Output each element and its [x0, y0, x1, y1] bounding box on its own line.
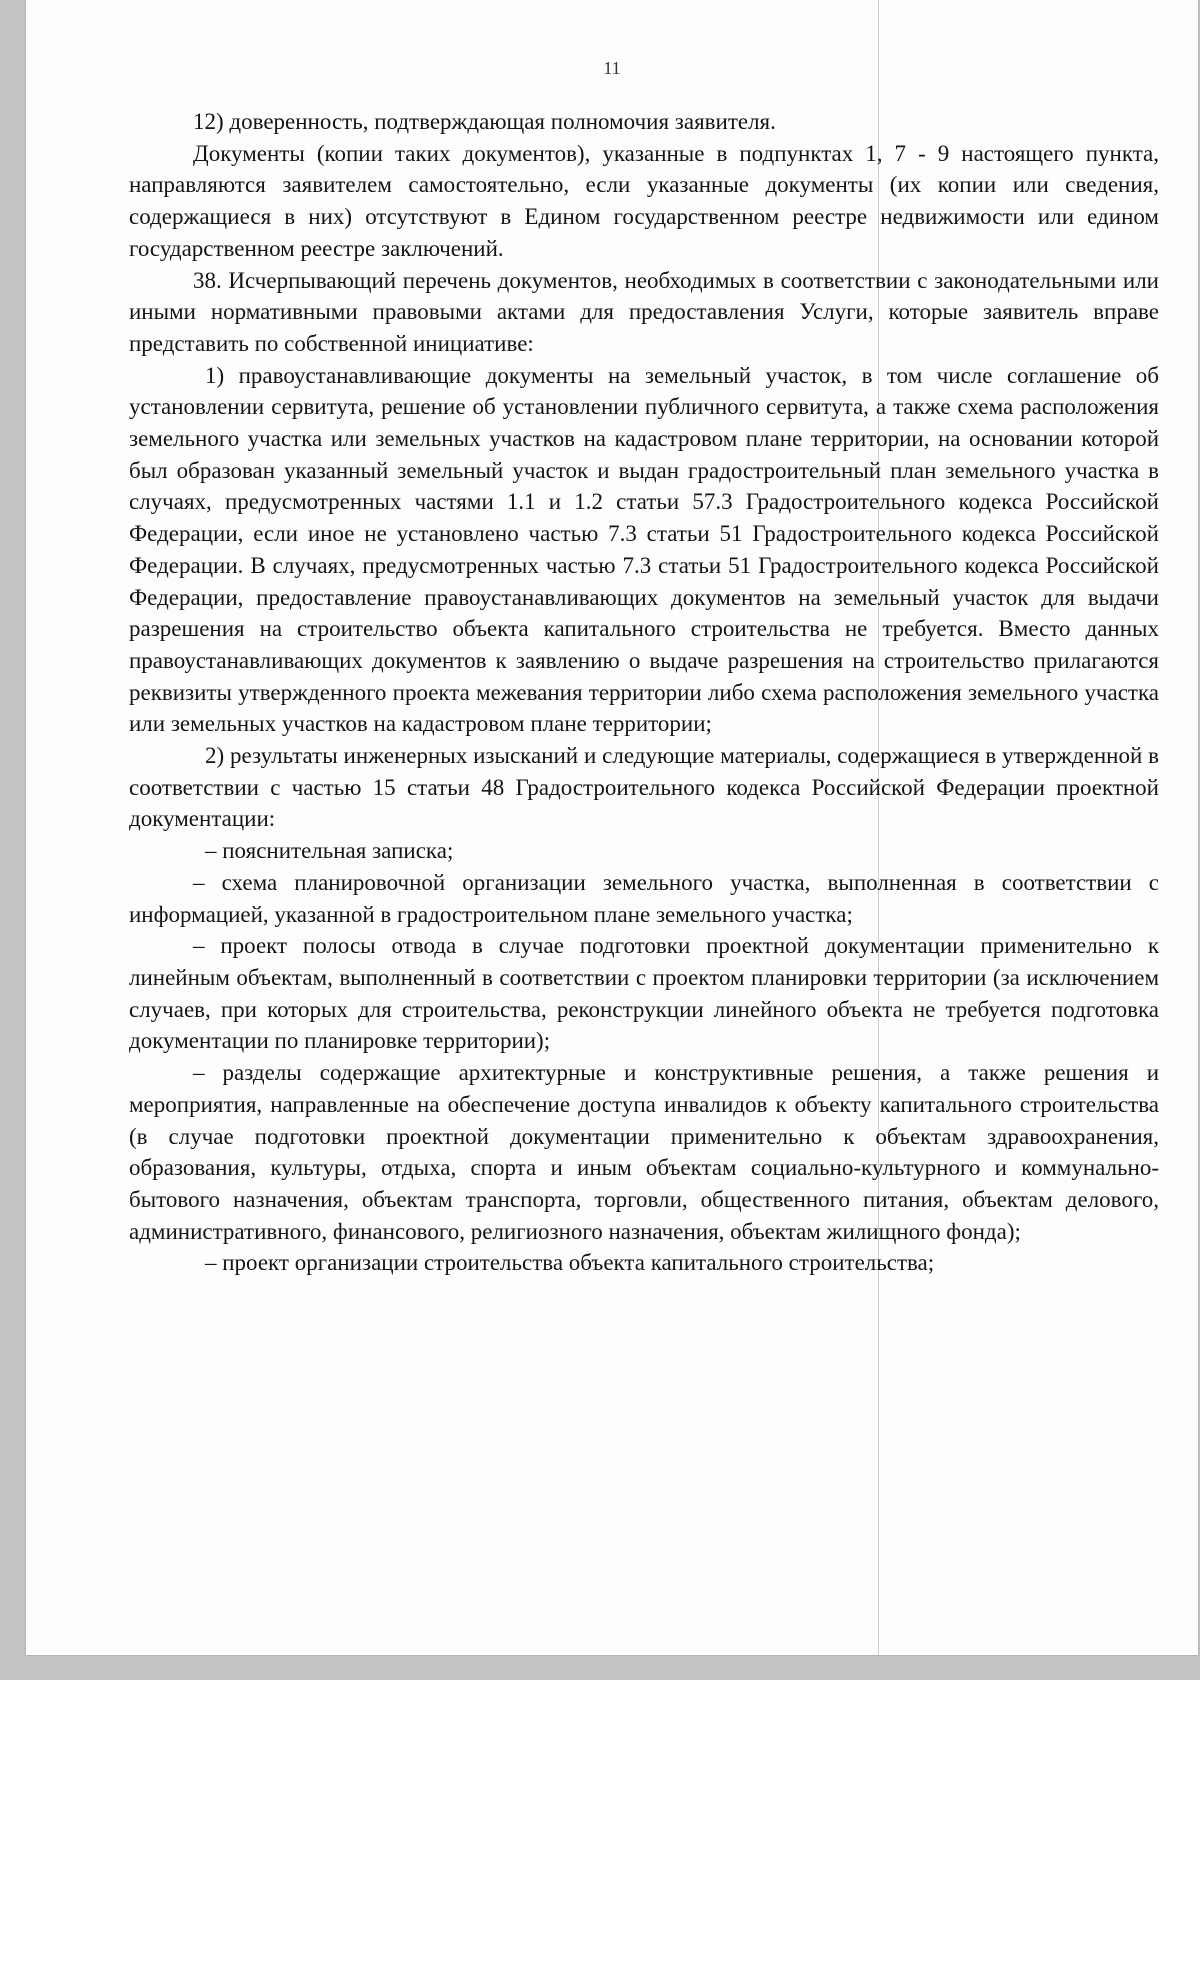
list-item-site-plan-scheme: – схема планировочной организации земельного участка, выполненная в соответствии с информацией, указанной в градостроительном плане земельного участка;	[129, 869, 1159, 927]
page-number: 11	[603, 58, 621, 78]
document-page	[26, 0, 1198, 1655]
paragraph-item-12: 12) доверенность, подтверждающая полномочия заявителя.	[193, 109, 776, 134]
list-item-construction-organization: – проект организации строительства объекта капитального строительства;	[205, 1250, 935, 1276]
paragraph-subitem-1: 1) правоустанавливающие документы на земельный участок, в том числе соглашение об установлении сервитута, решение об установлении публичного сервитута, а также схема расположения земельного участка или земельных участков на кадастровом плане территории, на основании которой был образован указанный земельный участок и выдан градостроительный план земельного участка в случаях, предусмотренных частями 1.1 и 1.2 статьи 57.3 Градостроительного кодекса Российской Федерации, если иное не установлено частью 7.3 статьи 51 Градостроительного кодекса Российской Федерации. В случаях, предусмотренных частью 7.3 статьи 51 Градостроительного кодекса Российской Федерации, предоставление правоустанавливающих документов на земельный участок для выдачи разрешения на строительство объекта капитального строительства не требуется. Вместо данных правоустанавливающих документов к заявлению о выдаче разрешения на строительство прилагаются реквизиты утвержденного проекта межевания территории либо схема расположения земельного участка или земельных участков на кадастровом плане территории;	[129, 362, 1159, 737]
list-item-architectural-sections: – разделы содержащие архитектурные и конструктивные решения, а также решения и мероприятия, направленные на обеспечение доступа инвалидов к объекту капитального строительства (в случае подготовки проектной документации применительно к объектам здравоохранения, образования, культуры, отдыха, спорта и иным объектам социально-культурного и коммунально-бытового назначения, объектам транспорта, торговли, общественного питания, объектам делового, административного, финансового, религиозного назначения, объектам жилищного фонда);	[129, 1060, 1159, 1244]
list-item-explanatory-note: – пояснительная записка;	[205, 838, 454, 864]
paragraph-point-38: 38. Исчерпывающий перечень документов, необходимых в соответствии с законодательными или иными нормативными правовыми актами для предоставления Услуги, которые заявитель вправе представить по собственной инициативе:	[129, 267, 1159, 356]
blank-area	[0, 1680, 1200, 1981]
document-body	[129, 106, 1159, 1279]
list-item-right-of-way-project: – проект полосы отвода в случае подготовки проектной документации применительно к линейным объектам, выполненный в соответствии с проектом планировки территории (за исключением случаев, при которых для строительства, реконструкции линейного объекта не требуется подготовка документации по планировке территории);	[129, 933, 1159, 1054]
paragraph-subitem-2: 2) результаты инженерных изысканий и следующие материалы, содержащиеся в утвержденной в соответствии с частью 15 статьи 48 Градостроительного кодекса Российской Федерации проектной документации:	[129, 743, 1159, 832]
paragraph-documents-note: Документы (копии таких документов), указанные в подпунктах 1, 7 - 9 настоящего пункта, направляются заявителем самостоятельно, если указанные документы (их копии или сведения, содержащиеся в них) отсутствуют в Едином государственном реестре недвижимости или едином государственном реестре заключений.	[129, 140, 1159, 261]
